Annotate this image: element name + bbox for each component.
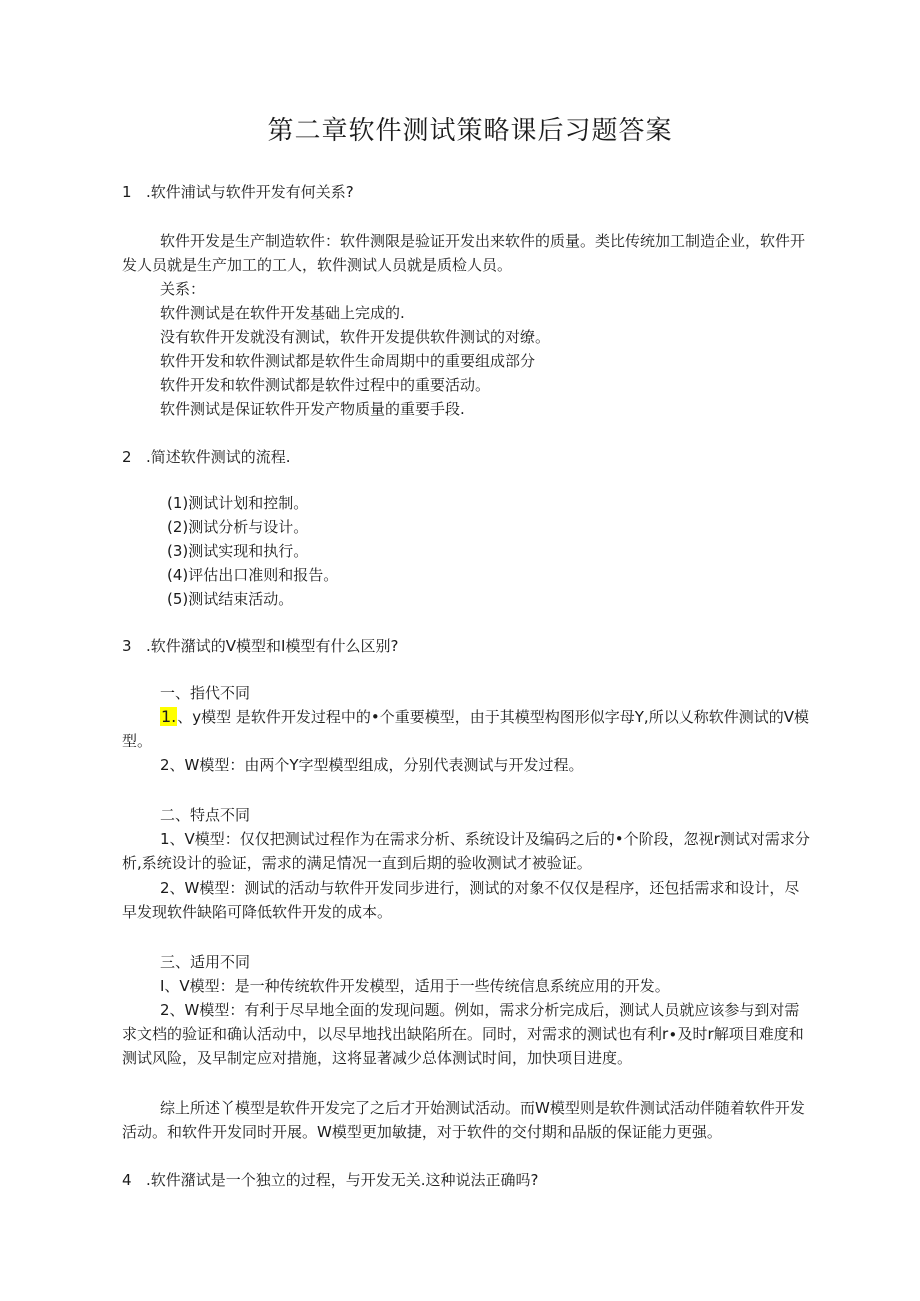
section-heading: 一、指代不同 [160, 684, 251, 702]
paragraph-line: 早发现软件缺陷可降低软件开发的成本。 [122, 903, 393, 921]
paragraph-line: 软件开发是生产制造软件：软件测限是验证开发出来软件的质量。类比传统加工制造企业，软件开 [160, 232, 806, 250]
paragraph-line: 没有软件开发就没有测试，软件开发提供软件测试的对缭。 [160, 328, 551, 346]
question-1 [122, 180, 354, 204]
question-text: .简述软件测试的流程. [146, 448, 291, 466]
list-item: (2)测试分析与设计。 [167, 518, 309, 536]
section-heading: 三、适用不同 [160, 953, 251, 971]
question-number: 3 [122, 637, 132, 655]
paragraph-line: 2、W模型：由两个Y字型模型组成，分别代表测试与开发过程。 [160, 756, 584, 774]
paragraph-line: I、V模型：是一种传统软件开发模型，适用于一些传统信息系统应用的开发。 [160, 977, 670, 995]
question-number: 2 [122, 448, 132, 466]
question-text: .软件潴试是一个独立的过程，与开发无关.这种说法正确吗? [146, 1171, 539, 1189]
paragraph-line: 发人员就是生产加工的工人，软件测试人员就是质检人员。 [122, 256, 513, 274]
question-text: .软件浦试与软件开发有何关系? [146, 183, 354, 201]
paragraph-line: 软件测试是保证软件开发产物质量的重要手段. [160, 400, 465, 418]
list-item: (4)评估出口准则和报告。 [167, 566, 339, 584]
page-title: 第二章软件测试策略课后习题答案 [267, 116, 673, 146]
paragraph-line: 析,系统设计的验证，需求的满足情况一直到后期的验收测试才被验证。 [122, 854, 592, 872]
paragraph-text: 、y模型 是软件开发过程中的•个重要模型，由于其模型构图形似字母Y,所以乂称软件测试的V模 [177, 708, 809, 726]
question-4 [122, 1168, 539, 1192]
highlight-mark: 1. [161, 707, 177, 726]
list-item: (5)测试结束活动。 [167, 590, 294, 608]
question-text: .软件潴试的V模型和I模型有什么区别? [146, 637, 399, 655]
paragraph-line: 软件开发和软件测试都是软件过程中的重要活动。 [160, 376, 491, 394]
paragraph-line: 型。 [122, 732, 153, 750]
paragraph-line: 求文档的验证和确认活动中，以尽早地找出缺陷所在。同时，对需求的测试也有利r∙及时r解项目难度和 [122, 1025, 804, 1043]
paragraph-line: 测试风险，及早制定应对措施，这将显著减少总体测试时间，加快项目进度。 [122, 1049, 633, 1067]
paragraph-line: 软件测试是在软件开发基础上完成的. [160, 304, 405, 322]
paragraph-line: 2、W模型：有利于尽早地全面的发现问题。例如，需求分析完成后，测试人员就应该参与到对需 [160, 1001, 800, 1019]
question-number: 4 [122, 1171, 132, 1189]
summary-line: 综上所述丫模型是软件开发完了之后才开始测试活动。而W模型则是软件测试活动伴随着软件开发 [160, 1099, 805, 1117]
paragraph-line: 软件开发和软件测试都是软件生命周期中的重要组成部分 [160, 352, 536, 370]
paragraph-line: 2、W模型：测试的活动与软件开发同步进行，测试的对象不仅仅是程序，还包括需求和设计，尽 [160, 879, 800, 897]
paragraph-line: 1、V模型：仅仅把测试过程作为在需求分析、系统设计及编码之后的•个阶段，忽视r测试对需求分 [160, 830, 810, 848]
list-item: (1)测试计划和控制。 [167, 494, 309, 512]
section-heading: 二、特点不同 [160, 806, 251, 824]
question-number: 1 [122, 183, 132, 201]
question-2 [122, 445, 291, 469]
paragraph-line: 关系： [160, 280, 206, 298]
paragraph-line [160, 705, 809, 729]
list-item: (3)测试实现和执行。 [167, 542, 309, 560]
summary-line: 活动。和软件开发同时开展。W模型更加敏捷，对于软件的交付期和品版的保证能力更强。 [122, 1123, 722, 1141]
question-3 [122, 634, 398, 658]
